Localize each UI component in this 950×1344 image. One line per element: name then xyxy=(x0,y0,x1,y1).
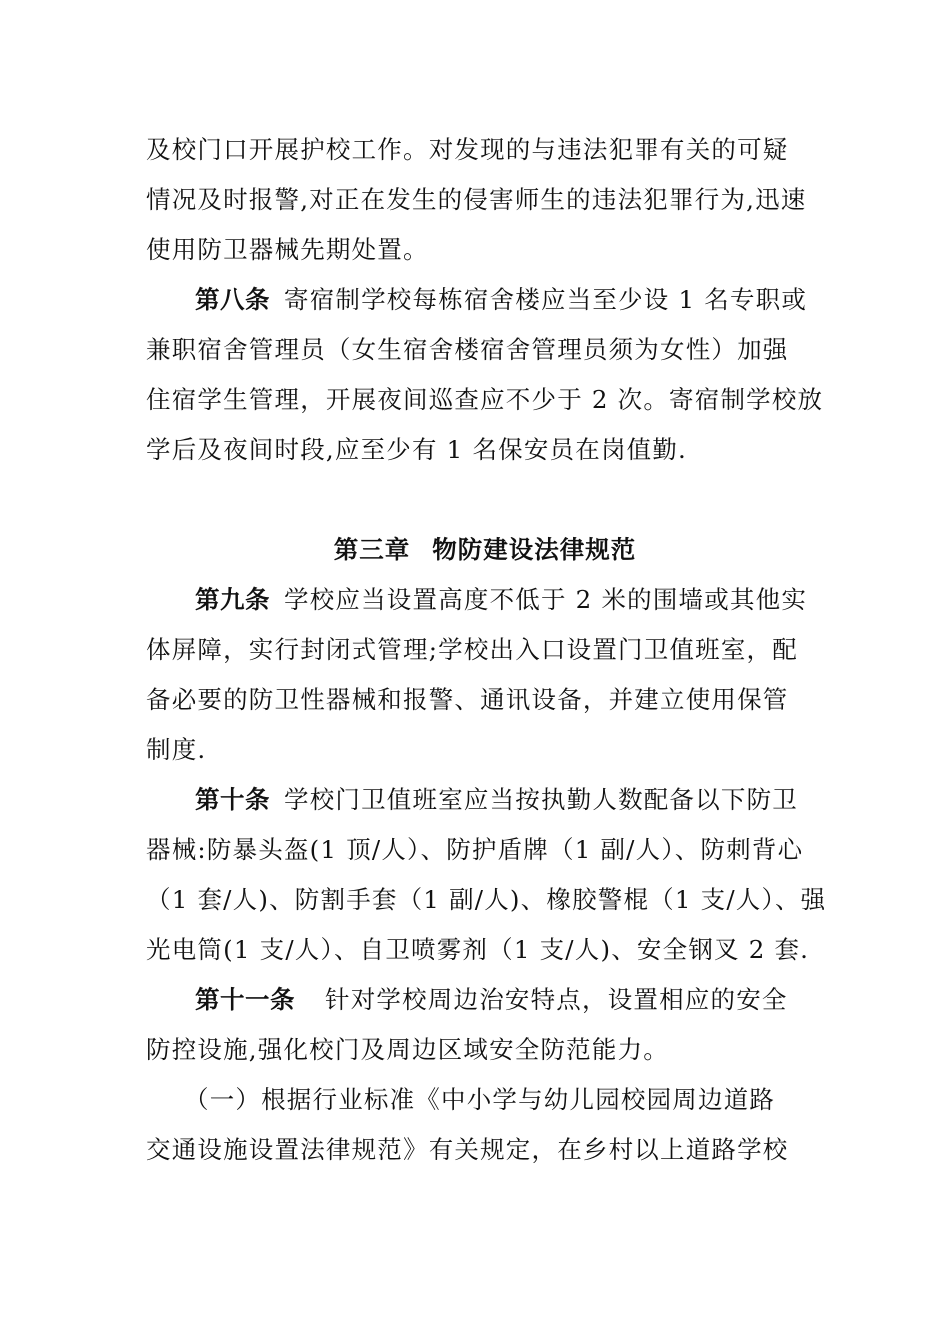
article-8-text: 寄宿制学校每栋宿舍楼应当至少设 1 名专职或 xyxy=(284,285,808,314)
paragraph-line: 住宿学生管理，开展夜间巡查应不少于 2 次。寄宿制学校放 xyxy=(146,385,824,414)
chapter-number: 第三章 xyxy=(333,535,411,564)
paragraph-line: 体屏障，实行封闭式管理;学校出入口设置门卫值班室，配 xyxy=(146,635,798,664)
article-9-text: 学校应当设置高度不低于 2 米的围墙或其他实 xyxy=(284,585,808,614)
article-11-text: 针对学校周边治安特点，设置相应的安全 xyxy=(325,985,788,1014)
article-10-line xyxy=(195,782,798,818)
article-9-title: 第九条 xyxy=(195,585,270,614)
paragraph-line: （1 套/人)、防割手套（1 副/人)、橡胶警棍（1 支/人）、强 xyxy=(146,885,827,914)
clause-1-line: （一）根据行业标准《中小学与幼儿园校园周边道路 xyxy=(184,1085,776,1114)
paragraph-line: 使用防卫器械先期处置。 xyxy=(146,235,429,264)
article-11-line xyxy=(195,982,788,1018)
paragraph-line: 光电筒(1 支/人）、自卫喷雾剂（1 支/人)、安全钢叉 2 套. xyxy=(146,935,810,964)
paragraph-line: 防控设施,强化校门及周边区域安全防范能力。 xyxy=(146,1035,669,1064)
paragraph-line: 器械:防暴头盔(1 顶/人）、防护盾牌（1 副/人）、防刺背心 xyxy=(146,835,804,864)
article-8-line xyxy=(195,282,807,318)
paragraph-line: 制度. xyxy=(146,735,207,764)
article-11-title: 第十一条 xyxy=(195,985,295,1014)
article-10-text: 学校门卫值班室应当按执勤人数配备以下防卫 xyxy=(284,785,798,814)
paragraph-line: 情况及时报警,对正在发生的侵害师生的违法犯罪行为,迅速 xyxy=(146,185,807,214)
article-9-line xyxy=(195,582,807,618)
article-8-title: 第八条 xyxy=(195,285,270,314)
chapter-title: 物防建设法律规范 xyxy=(432,535,637,564)
paragraph-line: 备必要的防卫性器械和报警、通讯设备，并建立使用保管 xyxy=(146,685,789,714)
paragraph-line: 及校门口开展护校工作。对发现的与违法犯罪有关的可疑 xyxy=(146,135,789,164)
paragraph-line: 兼职宿舍管理员（女生宿舍楼宿舍管理员须为女性）加强 xyxy=(146,335,789,364)
paragraph-line: 交通设施设置法律规范》有关规定，在乡村以上道路学校 xyxy=(146,1135,789,1164)
article-10-title: 第十条 xyxy=(195,785,270,814)
chapter-heading xyxy=(0,532,950,568)
paragraph-line: 学后及夜间时段,应至少有 1 名保安员在岗值勤. xyxy=(146,435,688,464)
